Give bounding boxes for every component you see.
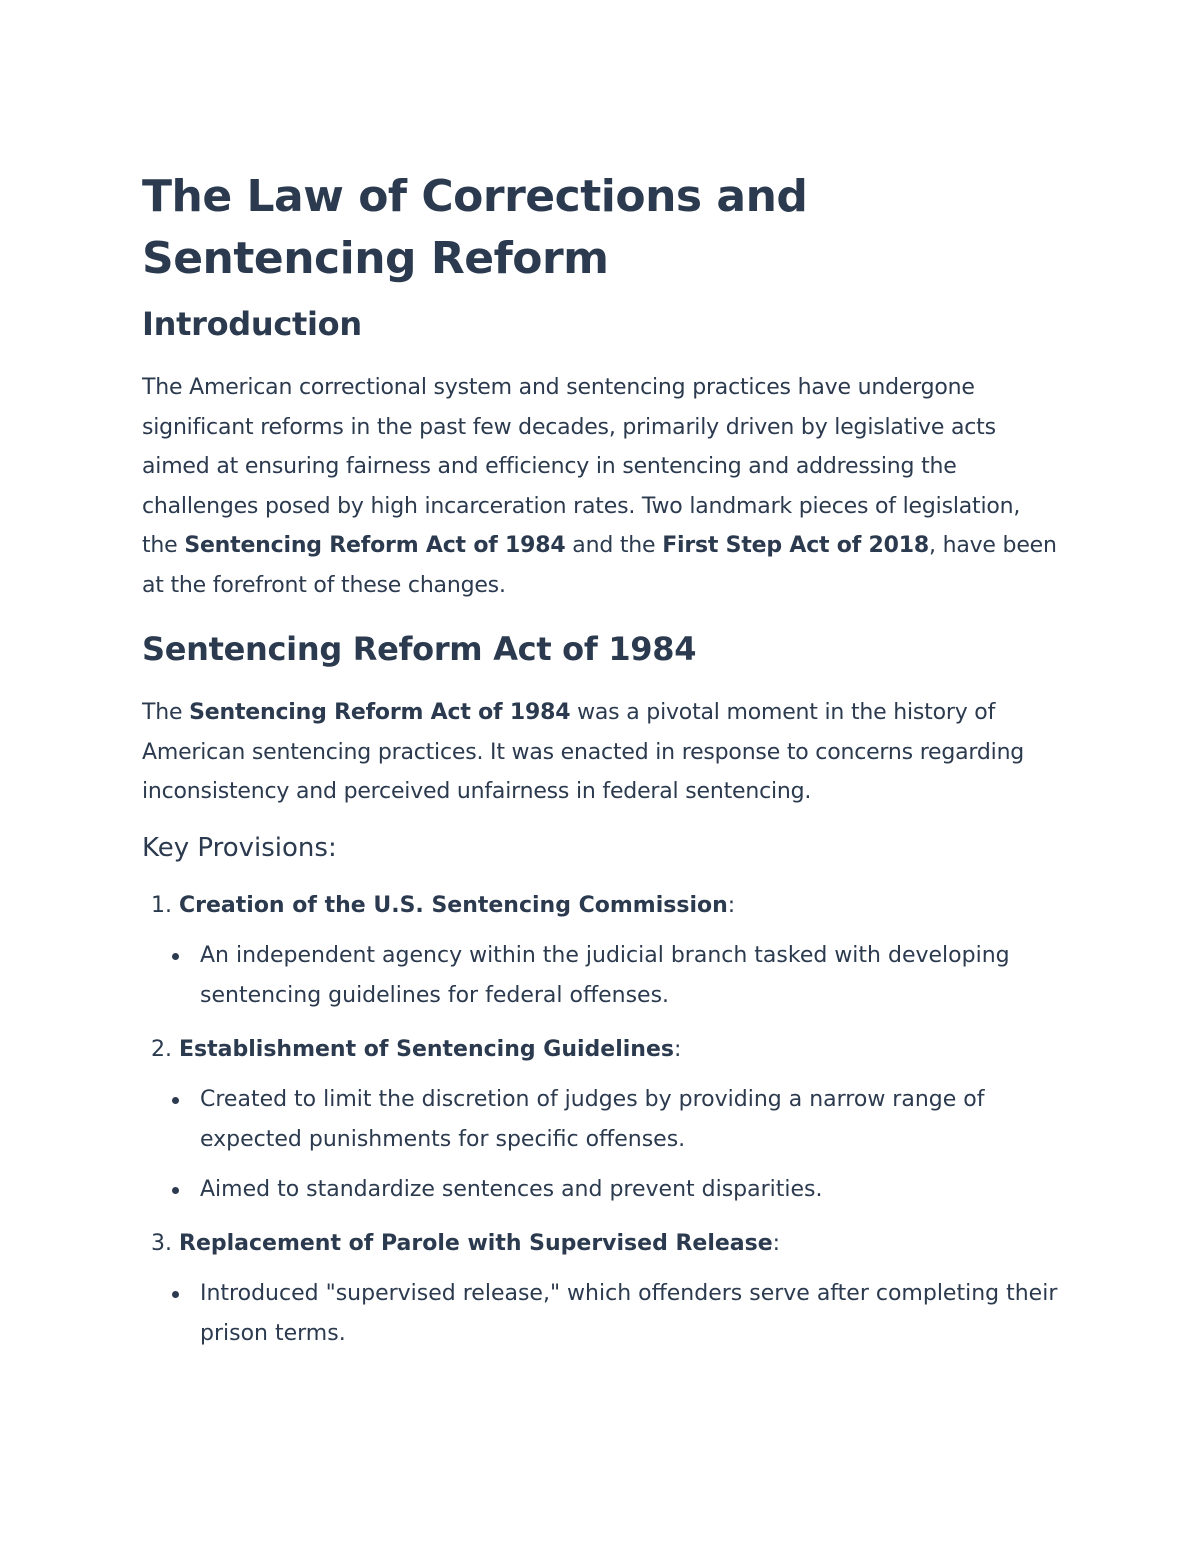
bullet-text: Aimed to standardize sentences and prevent disparities.: [200, 1176, 823, 1202]
bullet-item: [200, 1080, 1060, 1160]
provision-suffix: :: [727, 892, 736, 918]
provision-bullets: [142, 936, 1060, 1016]
bullet-dot-icon: [172, 1291, 179, 1298]
provision-item: [142, 1224, 1060, 1354]
bullet-text: Created to limit the discretion of judges by providing a narrow range of expected punishments for specific offenses.: [200, 1086, 985, 1152]
intro-bold-sra: Sentencing Reform Act of 1984: [184, 533, 566, 558]
provision-bullets: [142, 1274, 1060, 1354]
provision-suffix: :: [772, 1230, 781, 1256]
sra-heading: Sentencing Reform Act of 1984: [142, 630, 697, 668]
bullet-item: [200, 1170, 1060, 1210]
provision-title: Replacement of Parole with Supervised Release: [179, 1230, 773, 1256]
key-provisions-heading: Key Provisions:: [142, 832, 337, 863]
sra-text-2: was a pivotal moment in the history of American sentencing practices. It was enacted in response to concerns regarding inconsistency and perceived unfairness in federal sentencing.: [142, 700, 1025, 804]
intro-text-1: The American correctional system and sentencing practices have undergone significant reforms in the past few decades, primarily driven by legislative acts aimed at ensuring fairness and efficiency in sentencing and addressing the challenges posed by high incarceration rates. Two landmark pieces of legislation, the: [142, 375, 1021, 558]
provision-number: 1.: [151, 892, 172, 918]
bullet-dot-icon: [172, 1097, 179, 1104]
provision-item: [142, 886, 1060, 1016]
intro-bold-fsa: First Step Act of 2018: [662, 533, 929, 558]
provision-title: Creation of the U.S. Sentencing Commission: [179, 892, 728, 918]
bullet-item: [200, 1274, 1060, 1354]
provision-number: 2.: [151, 1036, 172, 1062]
provisions-list: [142, 886, 1060, 1354]
bullet-dot-icon: [172, 1187, 179, 1194]
intro-text-2: and the: [565, 533, 663, 558]
bullet-text: An independent agency within the judicial branch tasked with developing sentencing guidelines for federal offenses.: [200, 942, 1010, 1008]
document-title: The Law of Corrections and Sentencing Reform: [142, 171, 808, 284]
introduction-paragraph: [142, 368, 1060, 605]
bullet-dot-icon: [172, 953, 179, 960]
provision-bullets: [142, 1080, 1060, 1210]
sra-paragraph: [142, 693, 1060, 812]
sra-text-1: The: [142, 700, 190, 725]
intro-text-3: , have been at the forefront of these changes.: [142, 533, 1057, 598]
provision-suffix: :: [673, 1036, 682, 1062]
introduction-heading: Introduction: [142, 305, 362, 343]
provision-title: Establishment of Sentencing Guidelines: [179, 1036, 674, 1062]
provision-item: [142, 1030, 1060, 1210]
bullet-text: Introduced "supervised release," which offenders serve after completing their prison terms.: [200, 1280, 1058, 1346]
bullet-item: [200, 936, 1060, 1016]
sra-bold: Sentencing Reform Act of 1984: [189, 700, 571, 725]
provision-number: 3.: [151, 1230, 172, 1256]
